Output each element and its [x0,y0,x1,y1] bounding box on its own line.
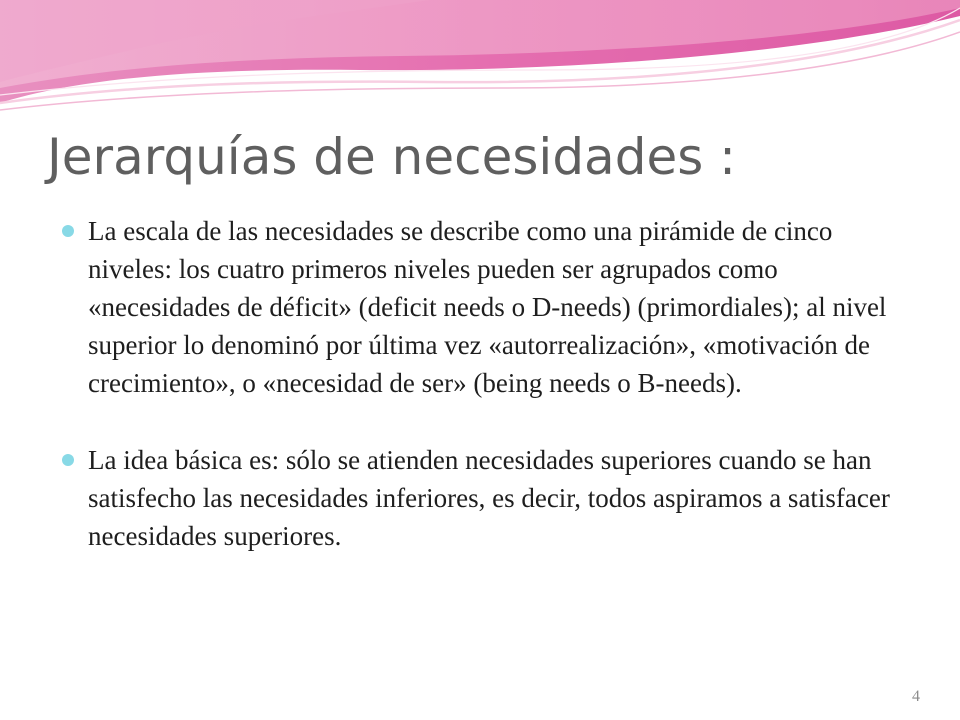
bullet-dot-icon [62,225,74,237]
bullet-text: La escala de las necesidades se describe como una pirámide de cinco niveles: los cuatro primeros niveles pueden ser agrupados como «necesidades de déficit» (deficit needs o D-needs) (primordiales); al nivel superior lo denominó por última vez «autorrealización», «motivación de crecimiento», o «necesidad de ser» (being needs o B-needs). [88,216,887,398]
bullet-dot-icon [62,454,74,466]
header-wave-decoration [0,0,960,115]
page-number: 4 [912,688,920,705]
bullet-text: La idea básica es: sólo se atienden necesidades superiores cuando se han satisfecho las necesidades inferiores, es decir, todos aspiramos a satisfacer necesidades superiores. [88,445,890,551]
bullet-list [60,212,920,594]
bullet-item [60,212,920,402]
bullet-item [60,441,920,555]
slide-title: Jerarquías de necesidades : [47,128,736,186]
